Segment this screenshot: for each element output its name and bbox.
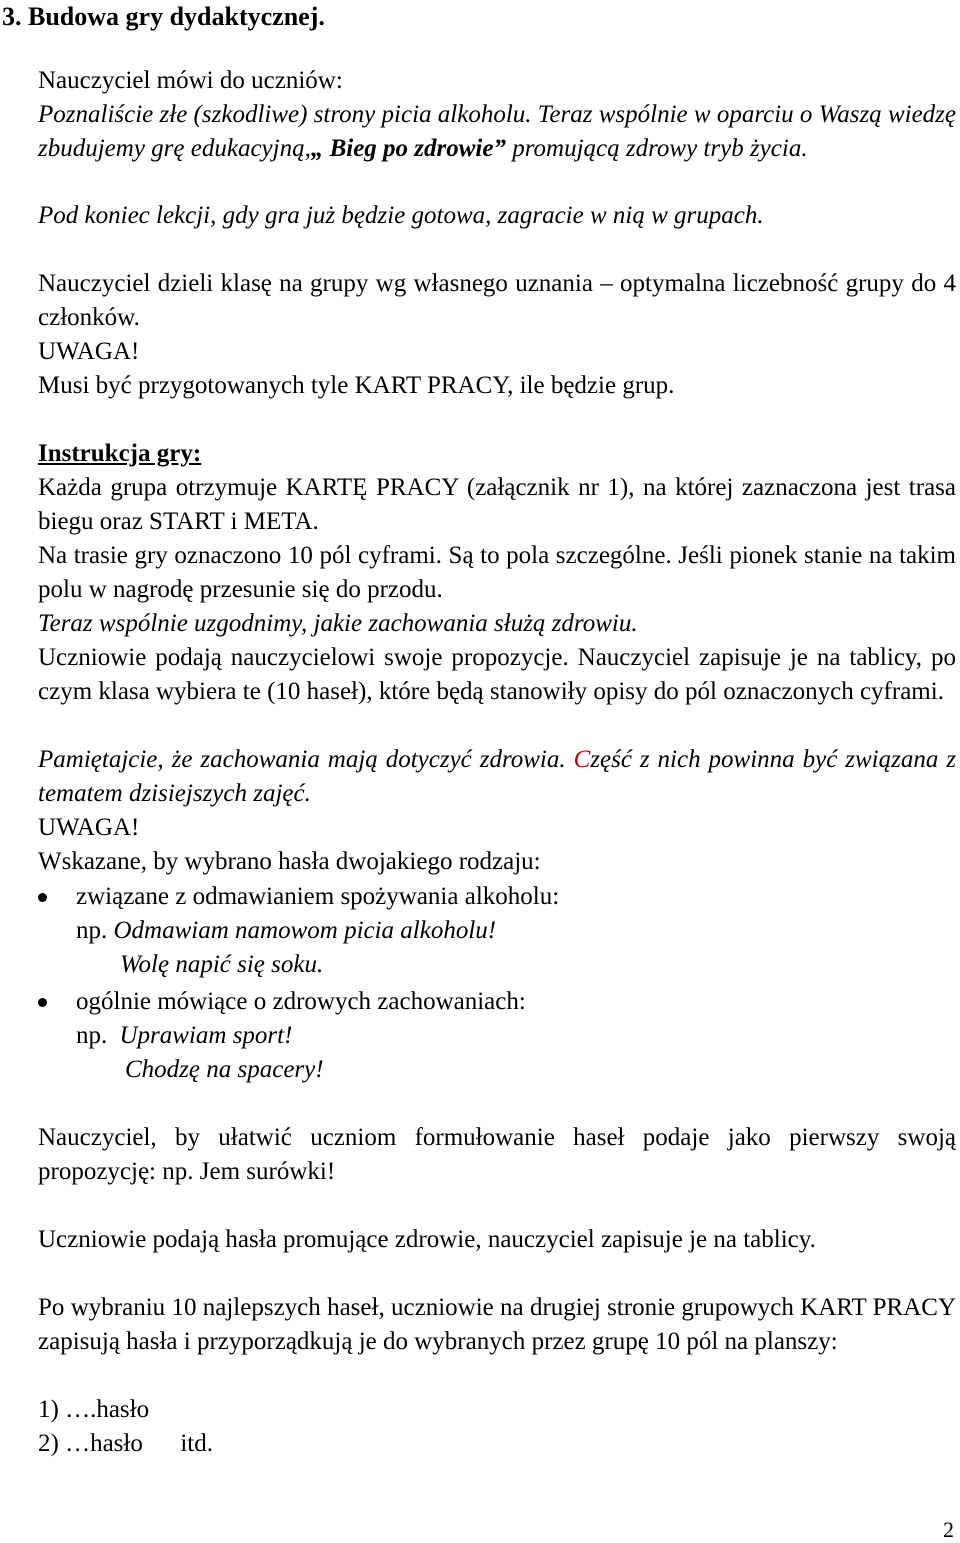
grouping-warning-text: Musi być przygotowanych tyle KART PRACY, ile będzie grup. <box>38 372 675 399</box>
bullet-2-example-2: Chodzę na spacery! <box>125 1056 324 1083</box>
instructions-warning-label: UWAGA! <box>38 814 140 841</box>
bullet-2-np: np. <box>76 1022 108 1049</box>
instructions-p5-a: Pamiętajcie, że zachowania mają dotyczyć zdrowia. <box>38 746 574 773</box>
bullet-2-label: ogólnie mówiące o zdrowych zachowaniach: <box>76 988 526 1015</box>
instructions-p4: Uczniowie podają nauczycielowi swoje propozycje. Nauczyciel zapisuje je na tablicy, po czym klasa wybiera te (10 haseł), które będą stanowiły opisy do pól oznaczonych cyframi. <box>38 644 956 705</box>
instructions-p1: Każda grupa otrzymuje KARTĘ PRACY (załącznik nr 1), na której zaznaczona jest trasa biegu oraz START i META. <box>38 474 956 535</box>
students-p2: Po wybraniu 10 najlepszych haseł, uczniowie na drugiej stronie grupowych KART PRACY zapisują hasła i przyporządkują je do wybranych przez grupę 10 pól na planszy: <box>38 1294 956 1355</box>
intro-quote-part1: Poznaliście złe (szkodliwe) strony picia alkoholu. Teraz wspólnie w oparciu o Waszą wiedzę zbudujemy grę edukacyjną, <box>38 101 956 162</box>
bullet-dot-icon <box>38 893 47 902</box>
grouping-text: Nauczyciel dzieli klasę na grupy wg własnego uznania – optymalna liczebność grupy do 4 członków. <box>38 270 956 331</box>
list-item-1: 1) ….hasło <box>38 1396 150 1423</box>
list-item-2: 2) …hasło itd. <box>38 1430 213 1457</box>
section-heading: 3. Budowa gry dydaktycznej. <box>2 2 325 31</box>
instructions-p5-b: zęść z nich powinna być związana z tematem dzisiejszych zajęć. <box>38 746 956 807</box>
instructions-warning-text: Wskazane, by wybrano hasła dwojakiego rodzaju: <box>38 848 541 875</box>
intro-quote <box>38 98 956 166</box>
intro-quote-part2: promującą zdrowy tryb życia. <box>505 134 808 162</box>
intro-lead: Nauczyciel mówi do uczniów: <box>38 67 343 94</box>
game-name: „ Bieg po zdrowie” <box>310 134 506 162</box>
instructions-p3: Teraz wspólnie uzgodnimy, jakie zachowania służą zdrowiu. <box>38 610 638 637</box>
grouping-warning-label: UWAGA! <box>38 338 140 365</box>
instructions-title: Instrukcja gry: <box>38 440 202 467</box>
bullet-1-example-1 <box>76 914 496 948</box>
bullet-1-example-2: Wolę napić się soku. <box>120 951 324 978</box>
bullet-2-example-text-1: Uprawiam sport! <box>119 1022 293 1049</box>
bullet-1-example-text-1: Odmawiam namowom picia alkoholu! <box>113 917 497 944</box>
instructions-p5-red: C <box>573 746 591 773</box>
teacher-proposal: Nauczyciel, by ułatwić uczniom formułowanie haseł podaje jako pierwszy swoją propozycję: np. Jem surówki! <box>38 1124 956 1185</box>
bullet-1-label: związane z odmawianiem spożywania alkoholu: <box>76 883 560 910</box>
instructions-p2: Na trasie gry oznaczono 10 pól cyframi. Są to pola szczególne. Jeśli pionek stanie na takim polu w nagrodę przesunie się do przodu. <box>38 542 956 603</box>
students-p1: Uczniowie podają hasła promujące zdrowie, nauczyciel zapisuje je na tablicy. <box>38 1226 816 1253</box>
bullet-1-np: np. <box>76 917 108 944</box>
instructions-p5 <box>38 743 956 811</box>
intro-quote-line2: Pod koniec lekcji, gdy gra już będzie gotowa, zagracie w nią w grupach. <box>38 202 764 229</box>
bullet-2-example-1 <box>76 1019 292 1053</box>
page-number: 2 <box>943 1517 954 1542</box>
bullet-dot-icon <box>38 998 47 1007</box>
